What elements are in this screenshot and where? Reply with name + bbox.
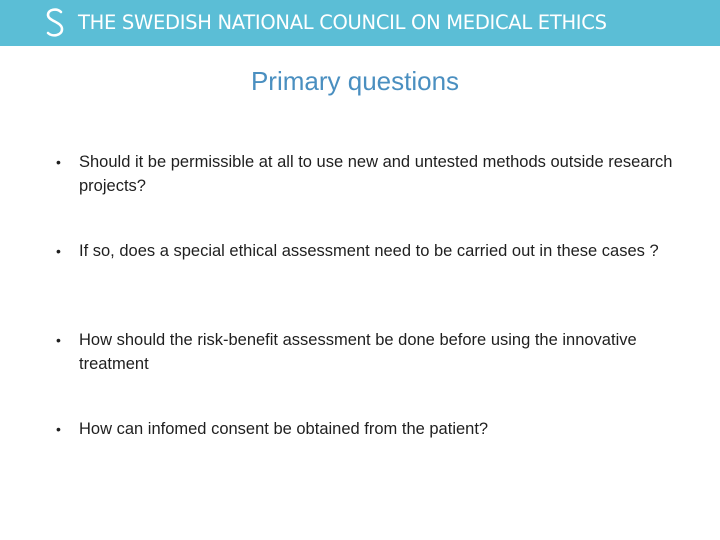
- organization-name: THE SWEDISH NATIONAL COUNCIL ON MEDICAL ETHICS: [78, 11, 607, 34]
- bullet-icon: •: [56, 332, 61, 348]
- bullet-text: Should it be permissible at all to use new and untested methods outside research projects?: [79, 153, 673, 195]
- bullet-item: [56, 328, 686, 376]
- bullet-item: [56, 239, 686, 263]
- bullet-icon: •: [56, 421, 61, 437]
- bullet-icon: •: [56, 154, 61, 170]
- bullet-text: How should the risk-benefit assessment be done before using the innovative treatment: [79, 331, 637, 373]
- bullet-text: How can infomed consent be obtained from the patient?: [79, 420, 489, 438]
- bullet-item: [56, 417, 686, 441]
- bullet-text: If so, does a special ethical assessment need to be carried out in these cases ?: [79, 242, 659, 260]
- bullet-item: [56, 150, 686, 198]
- slide-title: Primary questions: [250, 66, 460, 96]
- council-s-logo-icon: [40, 6, 70, 40]
- header-bar: [0, 0, 720, 46]
- bullet-icon: •: [56, 243, 61, 259]
